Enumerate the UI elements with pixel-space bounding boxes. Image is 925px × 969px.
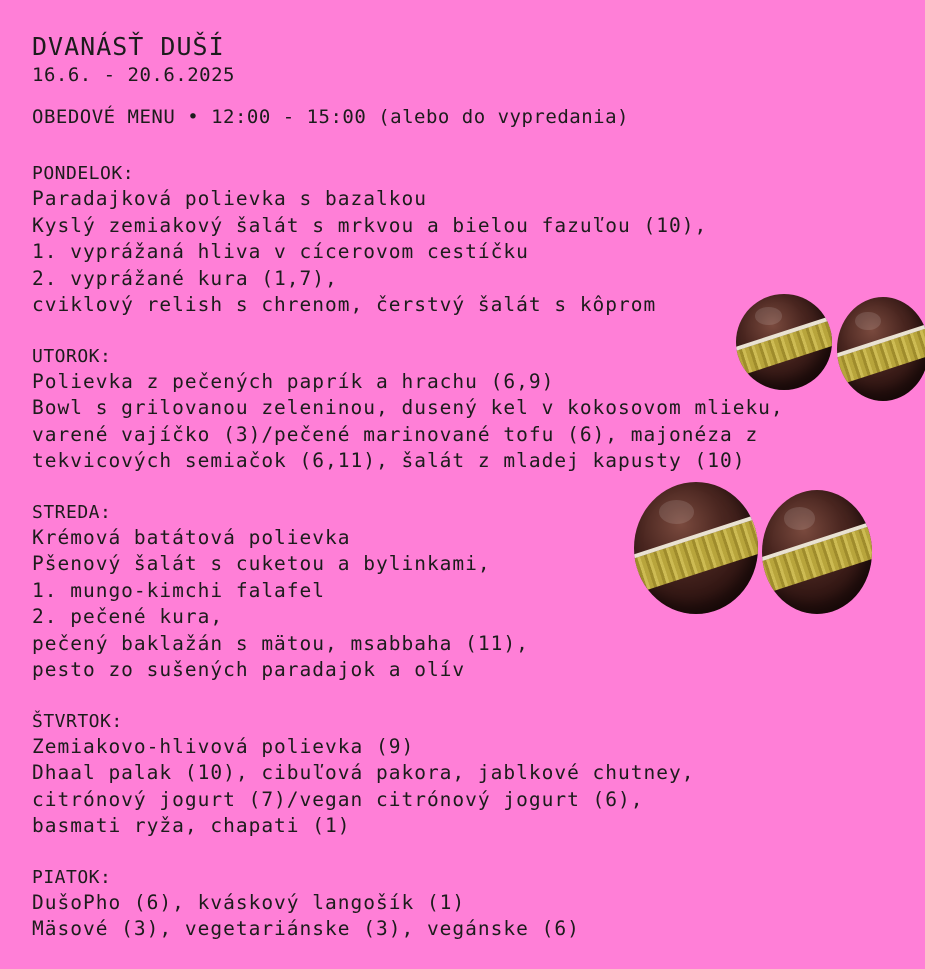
menu-line: citrónový jogurt (7)/vegan citrónový jogurt (6),	[32, 787, 644, 811]
menu-line: 2. pečené kura,	[32, 605, 224, 628]
menu-line: Zemiakovo-hlivová polievka (9)	[32, 734, 415, 758]
menu-line: pečený baklažán s mätou, msabbaha (11),	[32, 631, 529, 655]
menu-line: 1. mungo-kimchi falafel	[32, 578, 326, 602]
restaurant-title: DVANÁSŤ DUŠÍ	[32, 32, 225, 61]
day-name: STREDA:	[32, 501, 112, 523]
menu-line: Kyslý zemiakový šalát s mrkvou a bielou fazuľou (10),	[32, 213, 708, 237]
menu-line: Mäsové (3), vegetariánske (3), vegánske (6)	[32, 917, 580, 940]
date-range: 16.6. - 20.6.2025	[32, 64, 235, 86]
dessert-ball-image	[837, 297, 925, 401]
menu-line: Polievka z pečených paprík a hrachu (6,9)	[32, 369, 555, 393]
menu-line: Paradajková polievka s bazalkou	[32, 187, 427, 210]
menu-line: pesto zo sušených paradajok a olív	[32, 658, 466, 681]
menu-line: basmati ryža, chapati (1)	[32, 814, 351, 837]
menu-line: varené vajíčko (3)/pečené marinované tofu (6), majonéza z	[32, 422, 759, 446]
menu-line: Dhaal palak (10), cibuľová pakora, jablkové chutney,	[32, 761, 695, 784]
menu-line: cviklový relish s chrenom, čerstvý šalát s kôprom	[32, 293, 657, 316]
day-name: UTOROK:	[32, 345, 112, 367]
day-name: PIATOK:	[32, 866, 112, 888]
menu-line: Bowl s grilovanou zeleninou, dusený kel v kokosovom mlieku,	[32, 396, 784, 419]
dessert-ball-image	[634, 482, 758, 614]
menu-line: tekvicových semiačok (6,11), šalát z mladej kapusty (10)	[32, 449, 746, 472]
menu-line: 1. vyprážaná hliva v cícerovom cestíčku	[32, 240, 529, 263]
day-thursday	[32, 710, 925, 840]
day-friday	[32, 866, 925, 943]
lunch-hours: OBEDOVÉ MENU • 12:00 - 15:00 (alebo do vypredania)	[32, 106, 629, 128]
menu-line: DušoPho (6), kváskový langošík (1)	[32, 890, 466, 914]
dessert-ball-image	[736, 294, 832, 390]
menu-line: Pšenový šalát s cuketou a bylinkami,	[32, 552, 491, 575]
menu-line: Krémová batátová polievka	[32, 525, 351, 549]
menu-line: 2. vyprážané kura (1,7),	[32, 266, 338, 290]
dessert-ball-image	[762, 490, 872, 614]
day-name: ŠTVRTOK:	[32, 710, 123, 732]
day-name: PONDELOK:	[32, 163, 135, 184]
